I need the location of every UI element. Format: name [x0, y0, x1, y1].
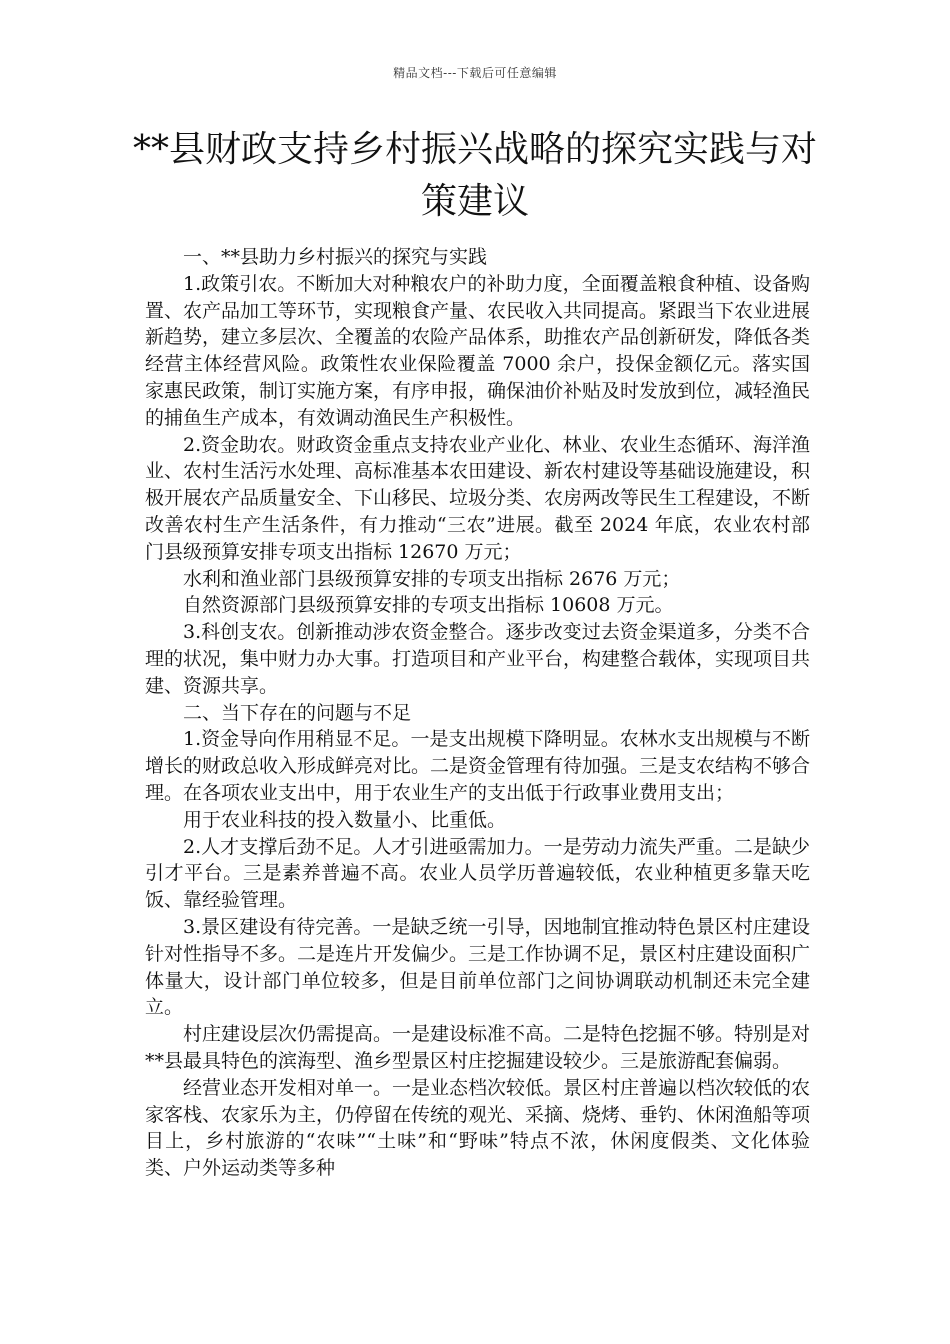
section-heading-2: 二、当下存在的问题与不足: [183, 701, 412, 724]
paragraph: 2.资金助农。财政资金重点支持农业产业化、林业、农业生态循环、海洋渔业、农村生活污水处理、高标准基本农田建设、新农村建设等基础设施建设，积极开展农产品质量安全、下山移民、垃圾分类、农房两改等民生工程建设，不断改善农村生产生活条件，有力推动“三农”进展。截至 2024 年底，农业农村部门县级预算安排专项支出指标 12670 万元；: [145, 433, 811, 563]
paragraph: 自然资源部门县级预算安排的专项支出指标 10608 万元。: [183, 594, 674, 617]
paragraph: 2.人才支撑后劲不足。人才引进亟需加力。一是劳动力流失严重。二是缺少引才平台。三是素养普遍不高。农业人员学历普遍较低，农业种植更多靠天吃饭、靠经验管理。: [145, 835, 810, 912]
paragraph: 村庄建设层次仍需提高。一是建设标准不高。二是特色挖掘不够。特别是对**县最具特色的滨海型、渔乡型景区村庄挖掘建设较少。三是旅游配套偏弱。: [145, 1023, 811, 1072]
header-note: 精品文档---下载后可任意编辑: [393, 66, 557, 80]
section-heading-1: 一、**县助力乡村振兴的探究与实践: [183, 246, 488, 268]
paragraph: 3.科创支农。创新推动涉农资金整合。逐步改变过去资金渠道多，分类不合理的状况，集中财力办大事。打造项目和产业平台，构建整合载体，实现项目共建、资源共享。: [145, 621, 811, 697]
document-body: [145, 244, 810, 1182]
paragraph: 3.景区建设有待完善。一是缺乏统一引导，因地制宜推动特色景区村庄建设针对性指导不多。二是连片开发偏少。三是工作协调不足，景区村庄建设面积广体量大，设计部门单位较多，但是目前单位部门之间协调联动机制还未完全建立。: [145, 915, 811, 1019]
paragraph: 1.政策引农。不断加大对种粮农户的补助力度，全面覆盖粮食种植、设备购置、农产品加工等环节，实现粮食产量、农民收入共同提高。紧跟当下农业进展新趋势，建立多层次、全覆盖的农险产品体系，助推农产品创新研发，降低各类经营主体经营风险。政策性农业保险覆盖 7000 余户，投保金额亿元。落实国家惠民政策，制订实施方案，有序申报，确保油价补贴及时发放到位，减轻渔民的捕鱼生产成本，有效调动渔民生产积极性。: [145, 272, 811, 429]
paragraph: 水利和渔业部门县级预算安排的专项支出指标 2676 万元；: [183, 567, 681, 590]
paragraph: 1.资金导向作用稍显不足。一是支出规模下降明显。农林水支出规模与不断增长的财政总收入形成鲜亮对比。二是资金管理有待加强。三是支农结构不够合理。在各项农业支出中，用于农业生产的支出低于行政事业费用支出；: [145, 728, 811, 804]
document-title: **县财政支持乡村振兴战略的探究实践与对策建议: [132, 129, 817, 222]
paragraph: 用于农业科技的投入数量小、比重低。: [183, 808, 507, 831]
paragraph: 经营业态开发相对单一。一是业态档次较低。景区村庄普遍以档次较低的农家客栈、农家乐为主，仍停留在传统的观光、采摘、烧烤、垂钓、休闲渔船等项目上，乡村旅游的“农味”“土味”和“野味”特点不浓，休闲度假类、文化体验类、户外运动类等多种: [145, 1076, 811, 1180]
